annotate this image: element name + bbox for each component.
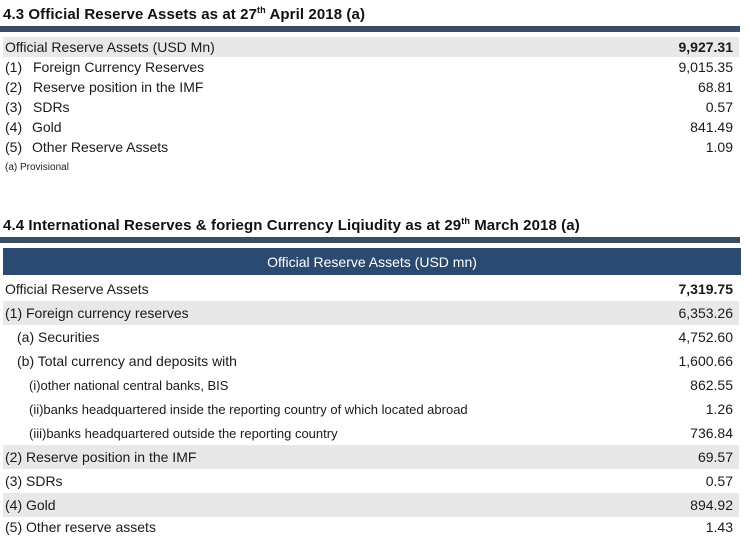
row-value: 1.43: [705, 519, 733, 535]
row-label: (ii)banks headquartered inside the reporting country of which located abroad: [29, 401, 468, 417]
row-value: 4,752.60: [678, 329, 733, 345]
table-row: [3, 77, 739, 97]
table-row: [3, 397, 739, 421]
row-label: (2) Reserve position in the IMF: [5, 449, 197, 465]
row-label: Other Reserve Assets: [32, 139, 169, 155]
table-row: [3, 57, 739, 77]
row-value: 1.09: [705, 139, 733, 155]
table-row: [3, 117, 739, 137]
table-row: [3, 301, 739, 325]
row-value: 736.84: [690, 425, 733, 441]
row-value: 9,015.35: [678, 59, 733, 75]
table-row: [3, 137, 739, 157]
table-row: [3, 373, 739, 397]
row-value: 7,319.75: [678, 281, 733, 297]
row-value: 894.92: [690, 497, 733, 513]
section-4-3-divider: [0, 26, 740, 32]
table-header-band: Official Reserve Assets (USD mn): [3, 248, 741, 275]
footnote: (a) Provisional: [5, 162, 69, 173]
table-row: [3, 277, 739, 301]
row-value: 862.55: [690, 377, 733, 393]
row-number: (1): [5, 59, 23, 75]
row-label: Gold: [32, 119, 62, 135]
table-row: [3, 421, 739, 445]
row-number: (2): [5, 79, 23, 95]
row-label: (5) Other reserve assets: [5, 519, 156, 535]
row-value: 69.57: [697, 449, 733, 465]
row-number: (3): [5, 99, 23, 115]
row-number: (4): [5, 119, 23, 135]
table-row: [3, 469, 739, 493]
section-4-4-divider: [0, 237, 740, 243]
row-value: 841.49: [690, 119, 733, 135]
row-label: Official Reserve Assets (USD Mn): [5, 39, 215, 55]
row-value: 0.57: [705, 473, 733, 489]
row-label: (i)other national central banks, BIS: [29, 377, 229, 393]
row-label: (iii)banks headquartered outside the reporting country: [29, 425, 338, 441]
table-row: [3, 37, 739, 57]
table-row: [3, 325, 739, 349]
table-row: [3, 517, 739, 537]
row-value: 0.57: [705, 99, 733, 115]
row-label: Reserve position in the IMF: [33, 79, 204, 95]
row-value: 68.81: [697, 79, 733, 95]
row-label: (a) Securities: [17, 329, 100, 345]
row-label: (1) Foreign currency reserves: [5, 305, 189, 321]
row-label: (b) Total currency and deposits with: [17, 353, 237, 369]
row-value: 9,927.31: [678, 39, 733, 55]
table-row: [3, 97, 739, 117]
row-number: (5): [5, 139, 23, 155]
table-row: [3, 445, 739, 469]
row-value: 1,600.66: [678, 353, 733, 369]
row-value: 1.26: [705, 401, 733, 417]
row-label: (3) SDRs: [5, 473, 63, 489]
table-row: [3, 493, 739, 517]
row-label: Foreign Currency Reserves: [33, 59, 205, 75]
section-4-3-title: 4.3 Official Reserve Assets as at 27th April 2018 (a): [3, 5, 366, 23]
table-row: [3, 349, 739, 373]
row-label: (4) Gold: [5, 497, 56, 513]
row-label: Official Reserve Assets: [5, 281, 149, 297]
row-label: SDRs: [33, 99, 70, 115]
section-4-4-title: 4.4 International Reserves & foriegn Currency Liqiudity as at 29th March 2018 (a): [3, 216, 580, 234]
row-value: 6,353.26: [678, 305, 733, 321]
